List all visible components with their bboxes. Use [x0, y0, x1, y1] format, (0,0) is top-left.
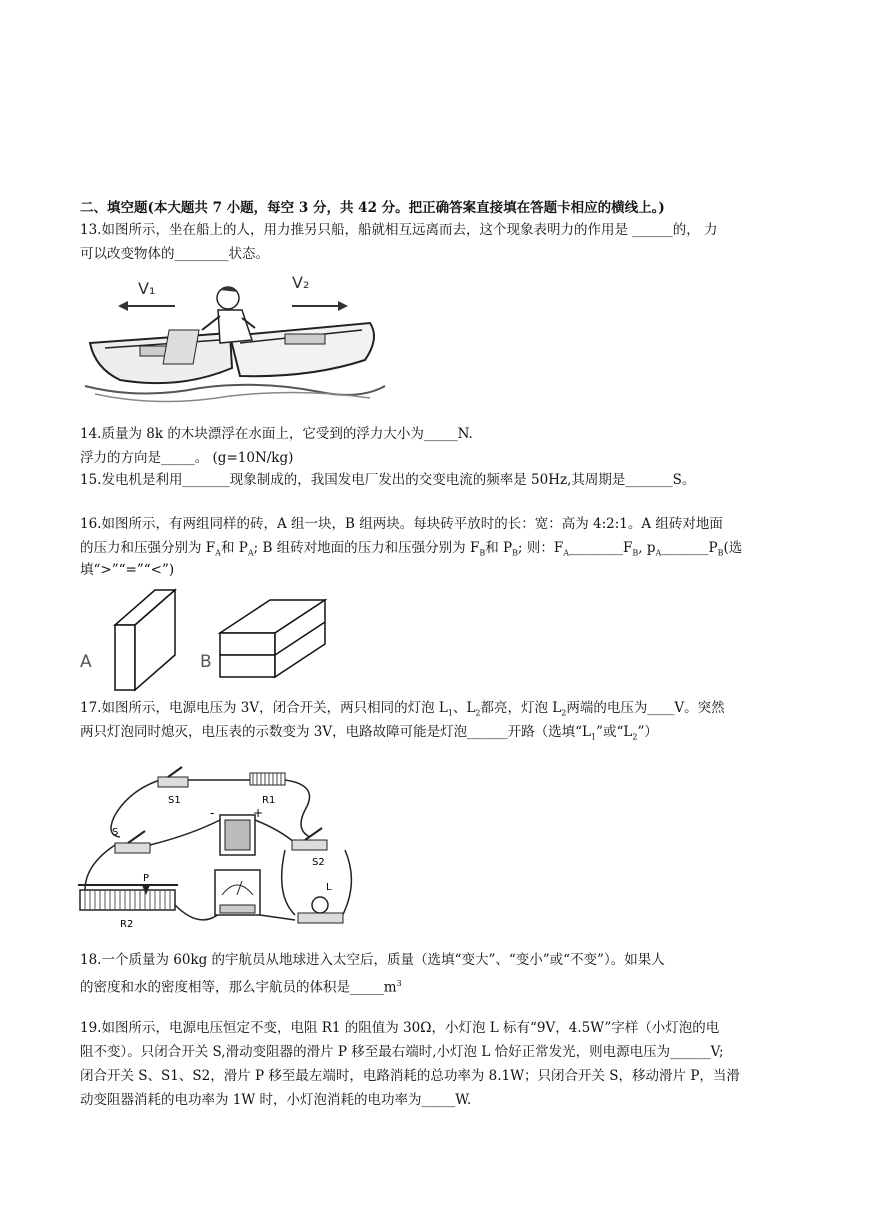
q15-line1: 15.发电机是利用_______现象制成的，我国发电厂发出的交变电流的频率是 50Hz,其周期是_______S。: [80, 472, 696, 488]
q16-line1: 16.如图所示，有两组同样的砖，A 组一块，B 组两块。每块砖平放时的长：宽：高为 4:2:1。A 组砖对地面: [80, 516, 723, 532]
label-r1: R1: [262, 795, 276, 806]
label-a: A: [80, 652, 92, 672]
label-p: P: [143, 873, 150, 884]
battery-plus: +: [253, 806, 264, 820]
label-s1: S1: [168, 795, 181, 806]
bricks-figure: [80, 585, 340, 695]
boats-figure: [80, 268, 390, 413]
q13-line2: 可以改变物体的________状态。: [80, 246, 269, 262]
q19-line1: 19.如图所示，电源电压恒定不变，电阻 R1 的阻值为 30Ω，小灯泡 L 标有“9V，4.5W”字样（小灯泡的电: [80, 1020, 720, 1036]
q19-line4: 动变阻器消耗的电功率为 1W 时，小灯泡消耗的电功率为_____W.: [80, 1092, 472, 1108]
q13-line1: 13.如图所示，坐在船上的人，用力推另只船，船就相互远离而去，这个现象表明力的作用是 ______的， 力: [80, 222, 718, 238]
label-l: L: [326, 882, 332, 893]
v2-label: V₂: [292, 273, 310, 292]
q17-line2: 两只灯泡同时熄灭，电压表的示数变为 3V，电路故障可能是灯泡______开路（选填“$L_1$”或“$L_2$”）: [80, 724, 658, 742]
q16-line2: 的压力和压强分别为 $F_A$和 $P_A$; B 组砖对地面的压力和压强分别为 $F_B$和 $P_B$; 则：$F_A\_\_\_\_\_\_\_\_F_B$, $p_A\_\_\_\_\_\_\_P_B$(选: [80, 540, 743, 558]
q16-line3: 填“>”“=”“<”): [80, 562, 175, 578]
label-r2: R2: [120, 919, 134, 930]
q14-line1: 14.质量为 8k 的木块漂浮在水面上，它受到的浮力大小为_____N.: [80, 426, 473, 442]
label-s2: S2: [312, 857, 325, 868]
battery-minus: -: [210, 806, 215, 820]
q18-line1: 18.一个质量为 60kg 的宇航员从地球进入太空后，质量（选填“变大”、“变小”或“不变”）。如果人: [80, 952, 665, 968]
section-title: 二、填空题(本大题共 7 小题，每空 3 分，共 42 分。把正确答案直接填在答题卡相应的横线上。): [80, 200, 665, 216]
q14-line2: 浮力的方向是_____。 (g=10N/kg): [80, 450, 294, 466]
label-s: S: [112, 827, 119, 838]
q18-line2: 的密度和水的密度相等，那么宇航员的体积是$\_\_\_\_\_m^3$: [80, 979, 402, 996]
circuit-figure: [70, 765, 360, 940]
q17-line1: 17.如图所示，电源电压为 3V，闭合开关，两只相同的灯泡 $L_1$、$L_2$都亮，灯泡 $L_2$两端的电压为____V。突然: [80, 700, 725, 718]
v1-label: V₁: [138, 279, 156, 298]
q19-line2: 阻不变）。只闭合开关 S,滑动变阻器的滑片 P 移至最右端时,小灯泡 L 恰好正常发光，则电源电压为______V;: [80, 1044, 724, 1060]
q19-line3: 闭合开关 S、S1、S2，滑片 P 移至最左端时，电路消耗的总功率为 8.1W；只闭合开关 S，移动滑片 P，当滑: [80, 1068, 740, 1084]
label-b: B: [200, 652, 212, 672]
